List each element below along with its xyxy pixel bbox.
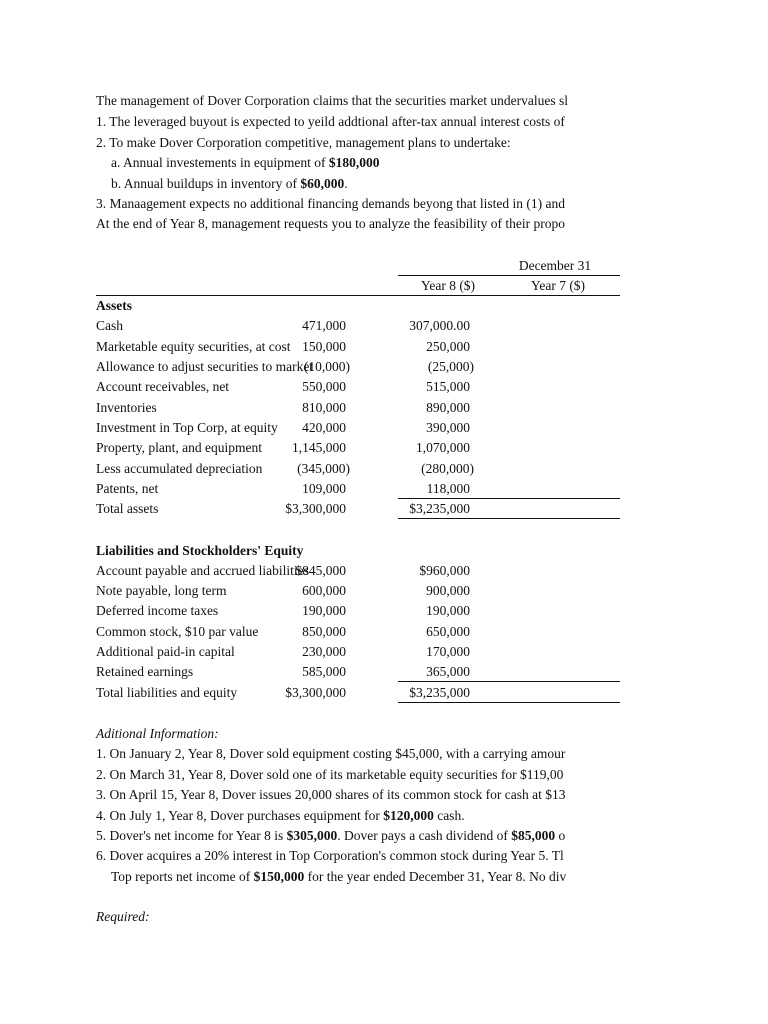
item-6b-end: for the year ended December 31, Year 8. No div: [304, 869, 567, 884]
asset-row-year7: 515,000: [426, 379, 470, 394]
asset-row-label: Less accumulated depreciation: [96, 461, 263, 476]
liability-row-label: Retained earnings: [96, 664, 194, 679]
period-header: December 31: [518, 258, 592, 273]
asset-row-year8: (345,000): [297, 461, 350, 476]
additional-item-5: [96, 827, 565, 845]
liability-row-year7: 365,000: [426, 664, 470, 679]
asset-row-year8: 550,000: [302, 379, 346, 394]
additional-item-6b: [111, 868, 566, 886]
total-liabilities-year7: $3,235,000: [409, 685, 470, 700]
item-4-amount: $120,000: [383, 808, 434, 823]
additional-item-3: 3. On April 15, Year 8, Dover issues 20,000 shares of its common stock for cash at $13: [96, 787, 566, 802]
liabilities-heading: Liabilities and Stockholders' Equity: [96, 543, 304, 558]
additional-item-1: 1. On January 2, Year 8, Dover sold equipment costing $45,000, with a carrying amour: [96, 746, 566, 761]
assets-heading: Assets: [96, 298, 132, 313]
liability-row-year7: 170,000: [426, 644, 470, 659]
liability-row-label: Deferred income taxes: [96, 603, 219, 618]
item-6b-text: Top reports net income of: [111, 869, 254, 884]
asset-row-year8: 109,000: [302, 481, 346, 496]
col-header-year7: Year 7 ($): [530, 278, 586, 293]
total-assets-year8: $3,300,000: [285, 501, 346, 516]
asset-row-year8: 471,000: [302, 318, 346, 333]
intro-item-2a: [111, 154, 379, 172]
asset-row-label: Marketable equity securities, at cost: [96, 339, 291, 354]
additional-item-2: 2. On March 31, Year 8, Dover sold one of its marketable equity securities for $119,00: [96, 767, 564, 782]
asset-row-label: Patents, net: [96, 481, 159, 496]
liability-row-year8: 230,000: [302, 644, 346, 659]
total-assets-label: Total assets: [96, 501, 159, 516]
liability-row-year7: 190,000: [426, 603, 470, 618]
asset-row-label: Account receivables, net: [96, 379, 230, 394]
header-rule: [398, 275, 620, 276]
item-5-end: o: [555, 828, 566, 843]
col-header-year8: Year 8 ($): [420, 278, 476, 293]
liability-row-year8: 600,000: [302, 583, 346, 598]
asset-row-label: Cash: [96, 318, 123, 333]
asset-row-year7: (280,000): [421, 461, 474, 476]
additional-info-heading: Aditional Information:: [96, 726, 219, 741]
item-5-text: 5. Dover's net income for Year 8 is: [96, 828, 287, 843]
liability-row-year8: 585,000: [302, 664, 346, 679]
item-5-income: $305,000: [286, 828, 338, 843]
item-4-end: cash.: [433, 808, 465, 823]
additional-item-6: 6. Dover acquires a 20% interest in Top Corporation's common stock during Year 5. Tl: [96, 848, 564, 863]
liability-row-year8: 850,000: [302, 624, 346, 639]
item-5-mid: . Dover pays a cash dividend of: [337, 828, 512, 843]
liability-row-year7: 900,000: [426, 583, 470, 598]
asset-row-year8: 420,000: [302, 420, 346, 435]
total-assets-top-rule: [398, 498, 620, 499]
asset-row-label: Allowance to adjust securities to market: [96, 359, 314, 374]
liability-row-year7: $960,000: [419, 563, 470, 578]
liability-row-year8: $845,000: [295, 563, 346, 578]
liability-row-label: Common stock, $10 par value: [96, 624, 259, 639]
item-2b-end: .: [344, 176, 348, 191]
item-2b-amount: $60,000: [300, 176, 345, 191]
item-2a-text: a. Annual investements in equipment of: [111, 155, 329, 170]
liability-row-label: Additional paid-in capital: [96, 644, 235, 659]
asset-row-year7: 307,000.00: [409, 318, 470, 333]
intro-paragraph: The management of Dover Corporation claims that the securities market undervalues sl: [96, 93, 568, 108]
asset-row-year7: 118,000: [426, 481, 470, 496]
item-6b-amount: $150,000: [253, 869, 305, 884]
total-liabilities-bottom-rule: [398, 702, 620, 703]
total-assets-bottom-rule: [398, 518, 620, 519]
item-5-dividend: $85,000: [511, 828, 556, 843]
asset-row-year7: 390,000: [426, 420, 470, 435]
total-liabilities-label: Total liabilities and equity: [96, 685, 238, 700]
item-2b-text: b. Annual buildups in inventory of: [111, 176, 301, 191]
total-liabilities-top-rule: [398, 681, 620, 682]
asset-row-year7: 250,000: [426, 339, 470, 354]
intro-item-2: 2. To make Dover Corporation competitive, management plans to undertake:: [96, 135, 511, 150]
asset-row-year8: 150,000: [302, 339, 346, 354]
liability-row-year8: 190,000: [302, 603, 346, 618]
item-2a-amount: $180,000: [328, 155, 380, 170]
intro-item-1: 1. The leveraged buyout is expected to yeild addtional after-tax annual interest costs of: [96, 114, 565, 129]
asset-row-year7: 890,000: [426, 400, 470, 415]
required-heading: Required:: [96, 909, 150, 924]
liability-row-label: Account payable and accrued liabilities: [96, 563, 309, 578]
asset-row-label: Investment in Top Corp, at equity: [96, 420, 278, 435]
intro-item-3: 3. Manaagement expects no additional financing demands beyong that listed in (1) and: [96, 196, 565, 211]
intro-item-2b: [111, 175, 348, 193]
asset-row-year8: 1,145,000: [292, 440, 346, 455]
additional-item-4: [96, 807, 465, 825]
asset-row-year7: 1,070,000: [416, 440, 470, 455]
asset-row-year7: (25,000): [427, 359, 474, 374]
asset-row-year8: 810,000: [302, 400, 346, 415]
liability-row-year7: 650,000: [426, 624, 470, 639]
asset-row-label: Inventories: [96, 400, 157, 415]
total-assets-year7: $3,235,000: [409, 501, 470, 516]
item-4-text: 4. On July 1, Year 8, Dover purchases equipment for: [96, 808, 384, 823]
asset-row-label: Property, plant, and equipment: [96, 440, 262, 455]
header-bottom-rule: [96, 295, 620, 296]
intro-closing: At the end of Year 8, management requests you to analyze the feasibility of their propo: [96, 216, 565, 231]
asset-row-year8: (10,000): [303, 359, 350, 374]
total-liabilities-year8: $3,300,000: [285, 685, 346, 700]
liability-row-label: Note payable, long term: [96, 583, 227, 598]
